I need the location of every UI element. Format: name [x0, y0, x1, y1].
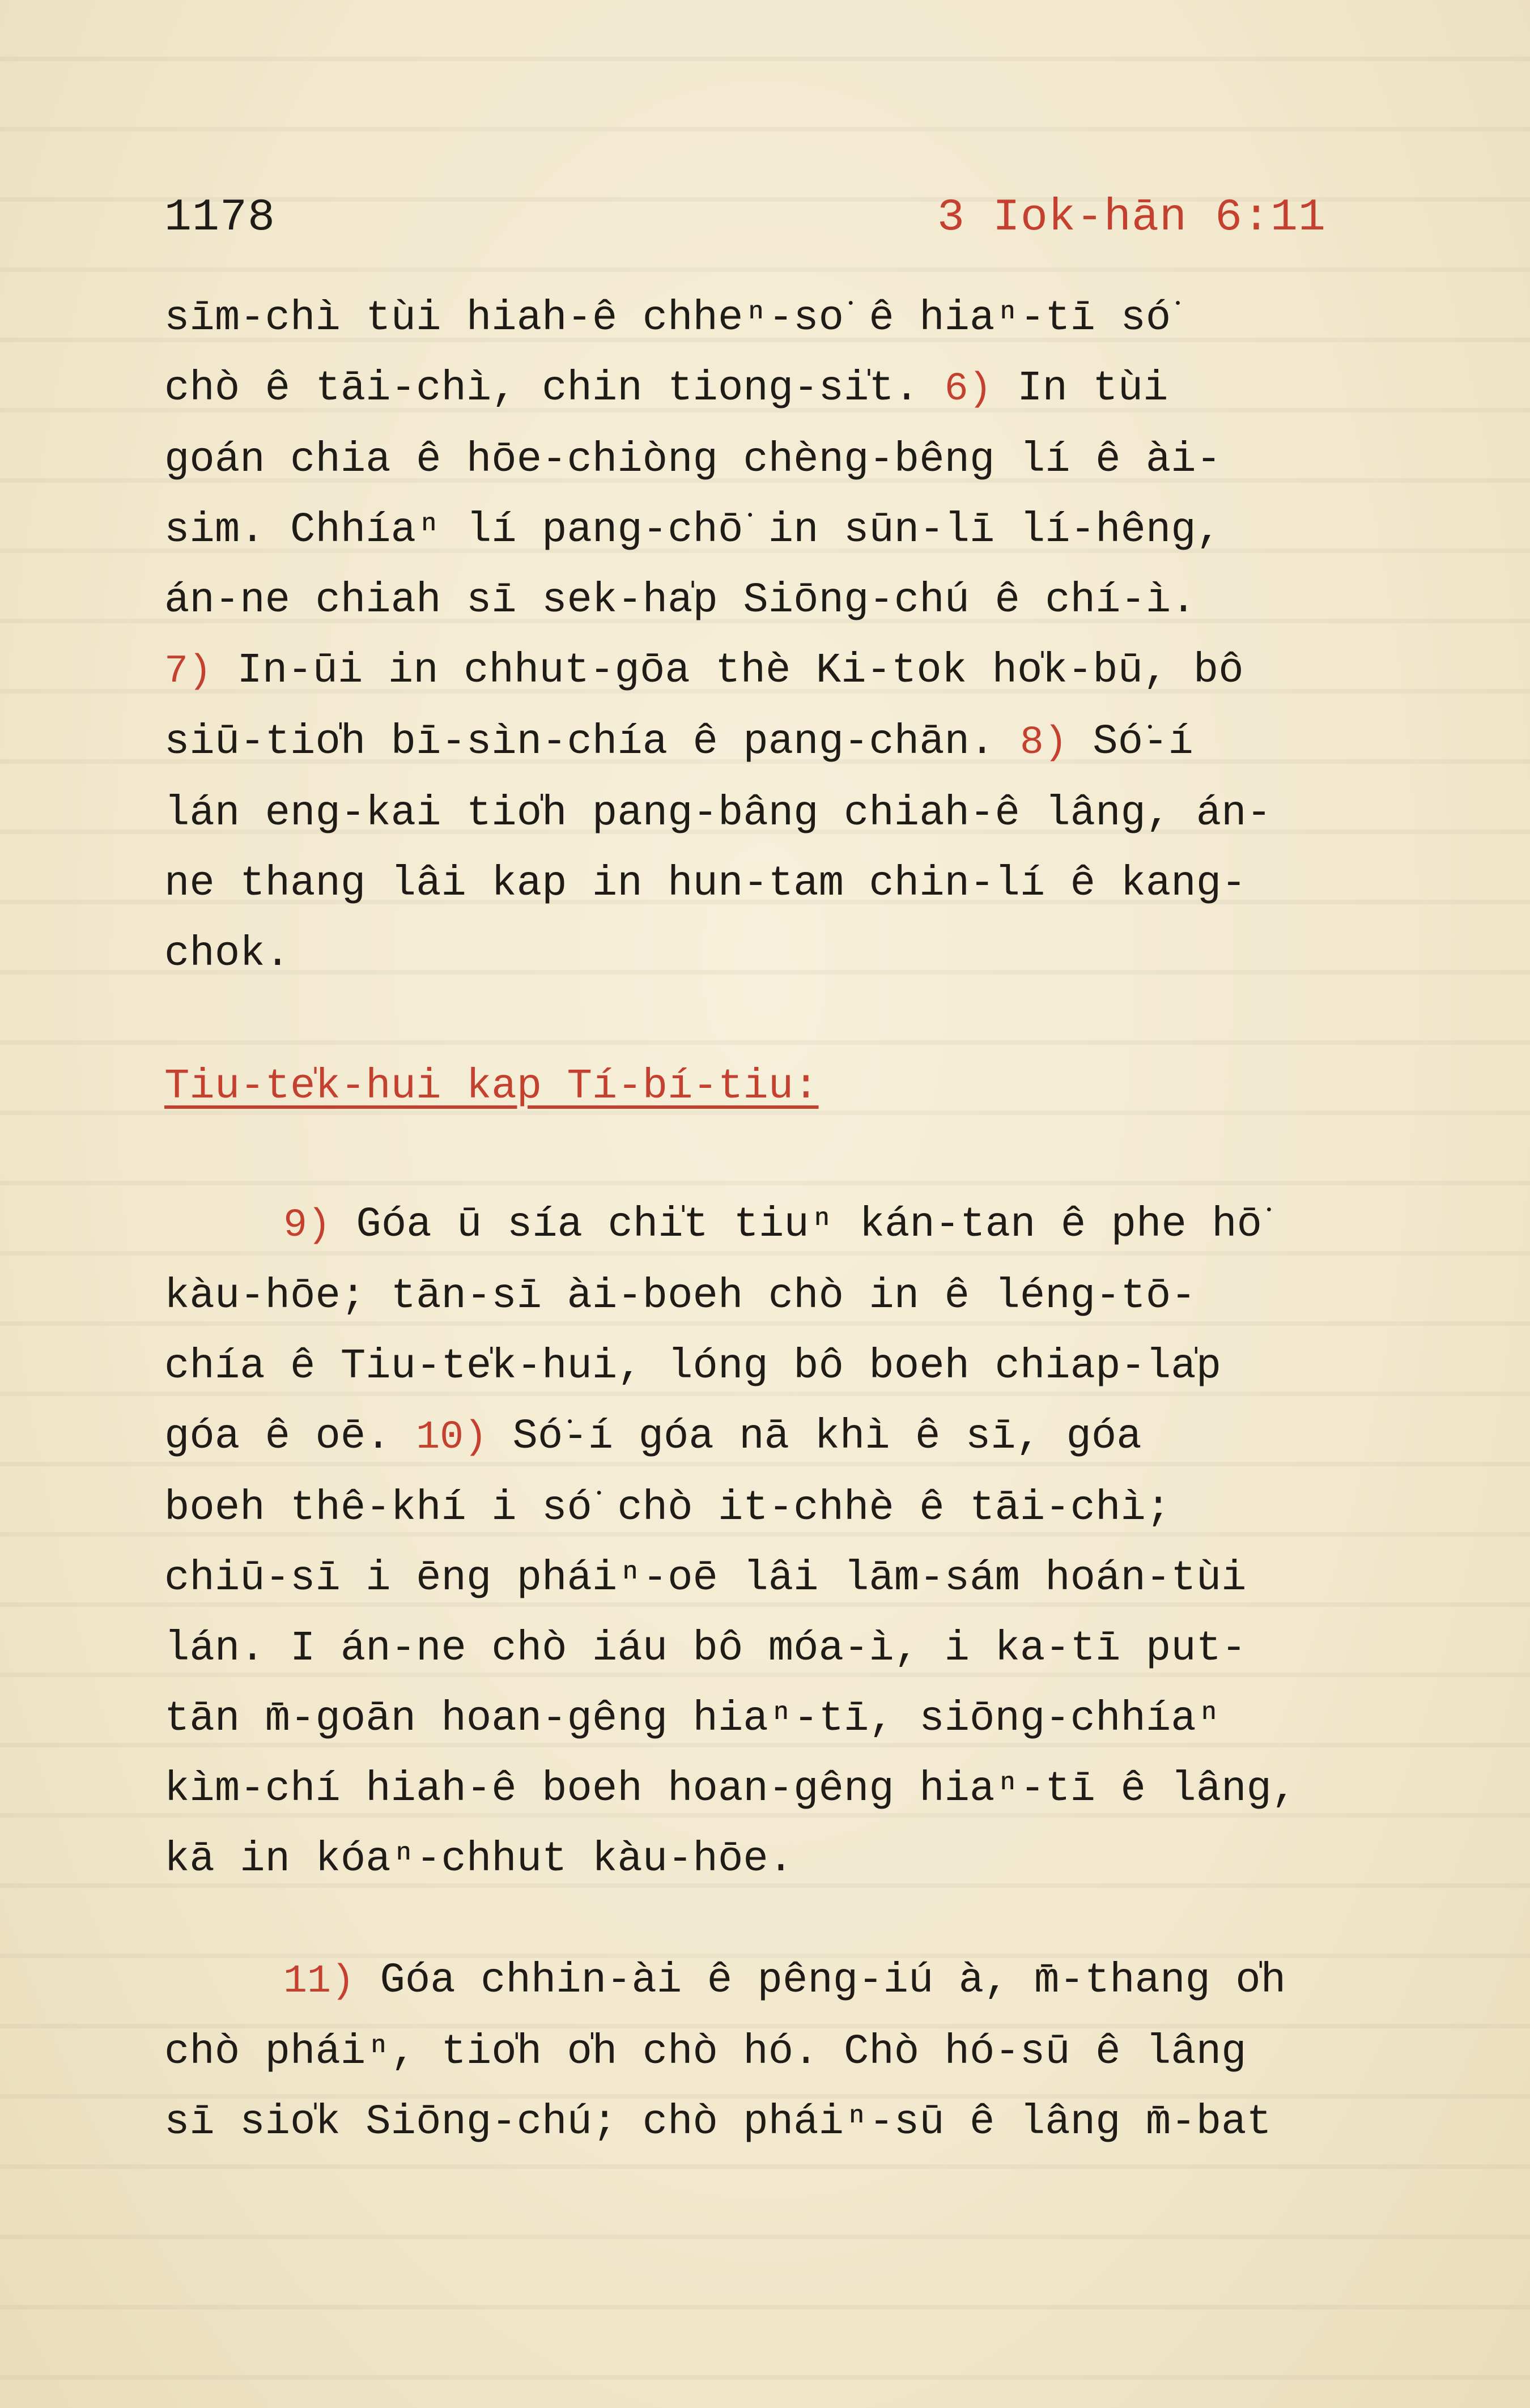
- text-line: [164, 1190, 1445, 1261]
- text-line: goán chia ê hōe-chiòng chèng-bêng lí ê ài-: [164, 436, 1222, 484]
- verse-number-10: 10): [416, 1415, 488, 1460]
- text-segment: Góa ū sía chi̍t tiuⁿ kán-tan ê phe hō͘: [331, 1201, 1263, 1249]
- paragraph-gap: [164, 1895, 1445, 1946]
- text-line: sī sio̍k Siōng-chú; chò pháiⁿ-sū ê lâng m̄-bat: [164, 2099, 1272, 2146]
- page-header: [164, 187, 1326, 249]
- text-line: kàu-hōe; tān-sī ài-boeh chò in ê léng-tō-: [164, 1273, 1196, 1320]
- text-line: chok.: [164, 930, 291, 978]
- text-line: chò pháiⁿ, tio̍h o̍h chò hó. Chò hó-sū ê lâng: [164, 2028, 1247, 2076]
- section-heading: Tiu-te̍k-hui kap Tí-bí-tiu:: [164, 1063, 819, 1111]
- body-text: [164, 283, 1445, 2158]
- text-segment: In-ūi in chhut-gōa thè Ki-tok ho̍k-bū, bô: [212, 647, 1244, 695]
- verse-number-6: 6): [944, 367, 992, 412]
- text-line: kìm-chí hiah-ê boeh hoan-gêng hiaⁿ-tī ê lâng,: [164, 1765, 1297, 1813]
- verse-number-8: 8): [1019, 721, 1068, 765]
- text-line: sīm-chì tùi hiah-ê chheⁿ-so͘ ê hiaⁿ-tī só͘: [164, 295, 1171, 342]
- paragraph-3: [164, 1946, 1445, 2158]
- paragraph-1: [164, 283, 1445, 989]
- running-head: 3 Iok-hān 6:11: [937, 192, 1326, 244]
- text-segment: In tùi: [992, 365, 1168, 412]
- text-line: [164, 636, 1445, 707]
- text-line: án-ne chiah sī sek-ha̍p Siōng-chú ê chí-ì.: [164, 577, 1196, 624]
- text-line: sim. Chhíaⁿ lí pang-chō͘ in sūn-lī lí-hêng,: [164, 507, 1222, 554]
- text-line: [164, 1402, 1445, 1473]
- verse-number-11: 11): [283, 1959, 355, 2004]
- page-number: 1178: [164, 192, 276, 244]
- text-line: kā in kóaⁿ-chhut kàu-hōe.: [164, 1836, 794, 1883]
- paragraph-2: [164, 1190, 1445, 1895]
- text-segment: Góa chhin-ài ê pêng-iú à, m̄-thang o̍h: [355, 1957, 1286, 2005]
- text-segment: Só͘-í: [1067, 718, 1193, 766]
- text-line: boeh thê-khí i só͘ chò it-chhè ê tāi-chì;: [164, 1484, 1171, 1532]
- text-line: [164, 354, 1445, 425]
- text-line: [164, 1946, 1445, 2017]
- text-segment: góa ê oē.: [164, 1413, 391, 1461]
- text-line: chía ê Tiu-te̍k-hui, lóng bô boeh chiap-la̍p: [164, 1343, 1222, 1390]
- verse-number-7: 7): [164, 649, 212, 694]
- verse-number-9: 9): [283, 1203, 332, 1248]
- text-segment: chò ê tāi-chì, chin tiong-si̍t.: [164, 365, 920, 412]
- text-segment: Só͘-í góa nā khì ê sī, góa: [487, 1413, 1142, 1461]
- text-segment: siū-tio̍h bī-sìn-chía ê pang-chān.: [164, 718, 995, 766]
- text-line: chiū-sī i ēng pháiⁿ-oē lâi lām-sám hoán-tùi: [164, 1555, 1247, 1602]
- text-line: [164, 707, 1445, 778]
- text-line: lán. I án-ne chò iáu bô móa-ì, i ka-tī put-: [164, 1625, 1247, 1673]
- text-line: lán eng-kai tio̍h pang-bâng chiah-ê lâng, án-: [164, 790, 1272, 837]
- text-line: tān m̄-goān hoan-gêng hiaⁿ-tī, siōng-chhíaⁿ: [164, 1695, 1222, 1743]
- text-line: ne thang lâi kap in hun-tam chin-lí ê kang-: [164, 860, 1247, 908]
